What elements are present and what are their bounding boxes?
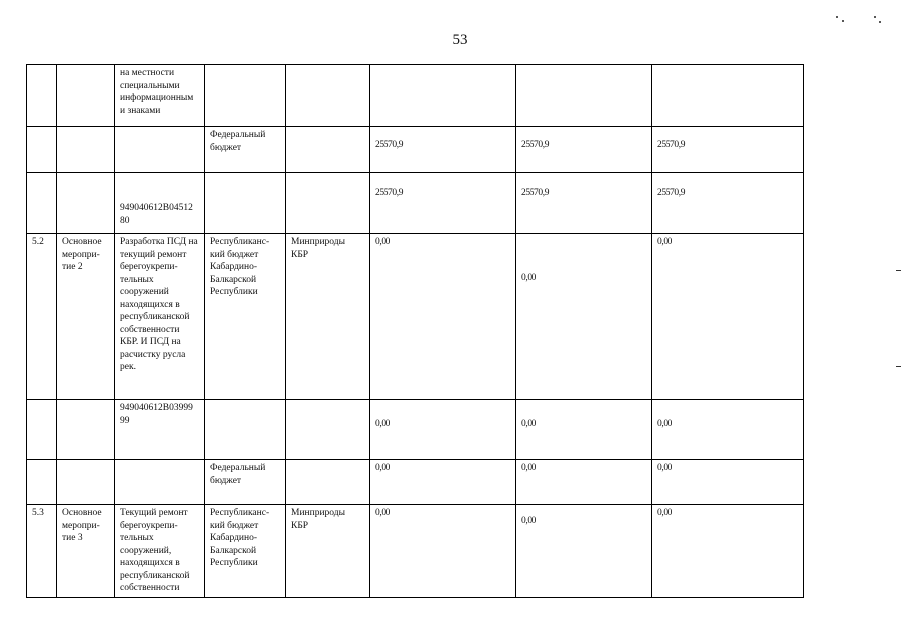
- scan-speck: [879, 21, 881, 23]
- funding-source-cell: [205, 400, 286, 460]
- amount-cell-2: 0,00: [516, 460, 652, 505]
- amount-cell-1: [370, 65, 516, 127]
- activity-type-cell: [57, 65, 115, 127]
- activity-type-cell: [57, 400, 115, 460]
- table-row: [27, 127, 804, 173]
- responsible-cell: [286, 460, 370, 505]
- table-row: [27, 460, 804, 505]
- program-activities-table: [26, 64, 804, 598]
- page-number: 53: [452, 32, 468, 48]
- amount-cell-2: 0,00: [516, 400, 652, 460]
- amount-cell-3: [652, 65, 804, 127]
- activity-description-cell: Текущий ремонт берегоукрепи-тельных сооружений, находящихся в республиканской собственности: [115, 505, 205, 598]
- amount-cell-3: 25570,9: [652, 173, 804, 234]
- row-number-cell: [27, 400, 57, 460]
- funding-source-cell: [205, 65, 286, 127]
- activity-type-cell: [57, 127, 115, 173]
- amount-cell-1: 0,00: [370, 460, 516, 505]
- activity-type-cell: Основное меропри-тие 3: [57, 505, 115, 598]
- funding-source-cell: [205, 173, 286, 234]
- amount-cell-1: 0,00: [370, 505, 516, 598]
- amount-cell-2: [516, 65, 652, 127]
- table-row: [27, 173, 804, 234]
- budget-code-cell: 949040612В03999 99: [115, 400, 205, 460]
- row-number-cell: [27, 173, 57, 234]
- scan-edge-mark: [896, 366, 901, 367]
- table-row: [27, 505, 804, 598]
- amount-cell-1: 25570,9: [370, 173, 516, 234]
- scan-edge-mark: [896, 270, 901, 271]
- row-number-cell: [27, 127, 57, 173]
- amount-cell-3: 25570,9: [652, 127, 804, 173]
- row-number-cell: 5.3: [27, 505, 57, 598]
- responsible-cell: [286, 65, 370, 127]
- funding-source-cell: Федеральный бюджет: [205, 127, 286, 173]
- activity-type-cell: Основное меропри-тие 2: [57, 234, 115, 400]
- table-row: [27, 234, 804, 400]
- amount-cell-1: 25570,9: [370, 127, 516, 173]
- scan-speck: [842, 20, 844, 22]
- amount-cell-2: 0,00: [516, 234, 652, 400]
- row-number-cell: 5.2: [27, 234, 57, 400]
- amount-cell-2: 25570,9: [516, 127, 652, 173]
- amount-cell-1: 0,00: [370, 234, 516, 400]
- amount-cell-3: 0,00: [652, 460, 804, 505]
- funding-source-cell: Федеральный бюджет: [205, 460, 286, 505]
- activity-description-cell: на местности специальными информационным и знаками: [115, 65, 205, 127]
- amount-cell-1: 0,00: [370, 400, 516, 460]
- amount-cell-3: 0,00: [652, 234, 804, 400]
- scan-speck: [836, 16, 838, 18]
- activity-description-cell: [115, 127, 205, 173]
- funding-source-cell: Республиканс-кий бюджет Кабардино-Балкарской Республики: [205, 505, 286, 598]
- responsible-cell: [286, 400, 370, 460]
- row-number-cell: [27, 460, 57, 505]
- responsible-cell: Минприроды КБР: [286, 234, 370, 400]
- activity-type-cell: [57, 173, 115, 234]
- amount-cell-2: 25570,9: [516, 173, 652, 234]
- table-row: [27, 65, 804, 127]
- amount-cell-3: 0,00: [652, 400, 804, 460]
- responsible-cell: Минприроды КБР: [286, 505, 370, 598]
- budget-code-cell: 949040612В04512 80: [115, 173, 205, 234]
- funding-source-cell: Республиканс-кий бюджет Кабардино-Балкарской Республики: [205, 234, 286, 400]
- amount-cell-3: 0,00: [652, 505, 804, 598]
- activity-description-cell: [115, 460, 205, 505]
- activity-type-cell: [57, 460, 115, 505]
- amount-cell-2: 0,00: [516, 505, 652, 598]
- scan-speck: [874, 16, 876, 18]
- table-row: [27, 400, 804, 460]
- responsible-cell: [286, 173, 370, 234]
- row-number-cell: [27, 65, 57, 127]
- activity-description-cell: Разработка ПСД на текущий ремонт берегоукрепи-тельных сооружений находящихся в республиканской собственности КБР. И ПСД на расчистку русла рек.: [115, 234, 205, 400]
- responsible-cell: [286, 127, 370, 173]
